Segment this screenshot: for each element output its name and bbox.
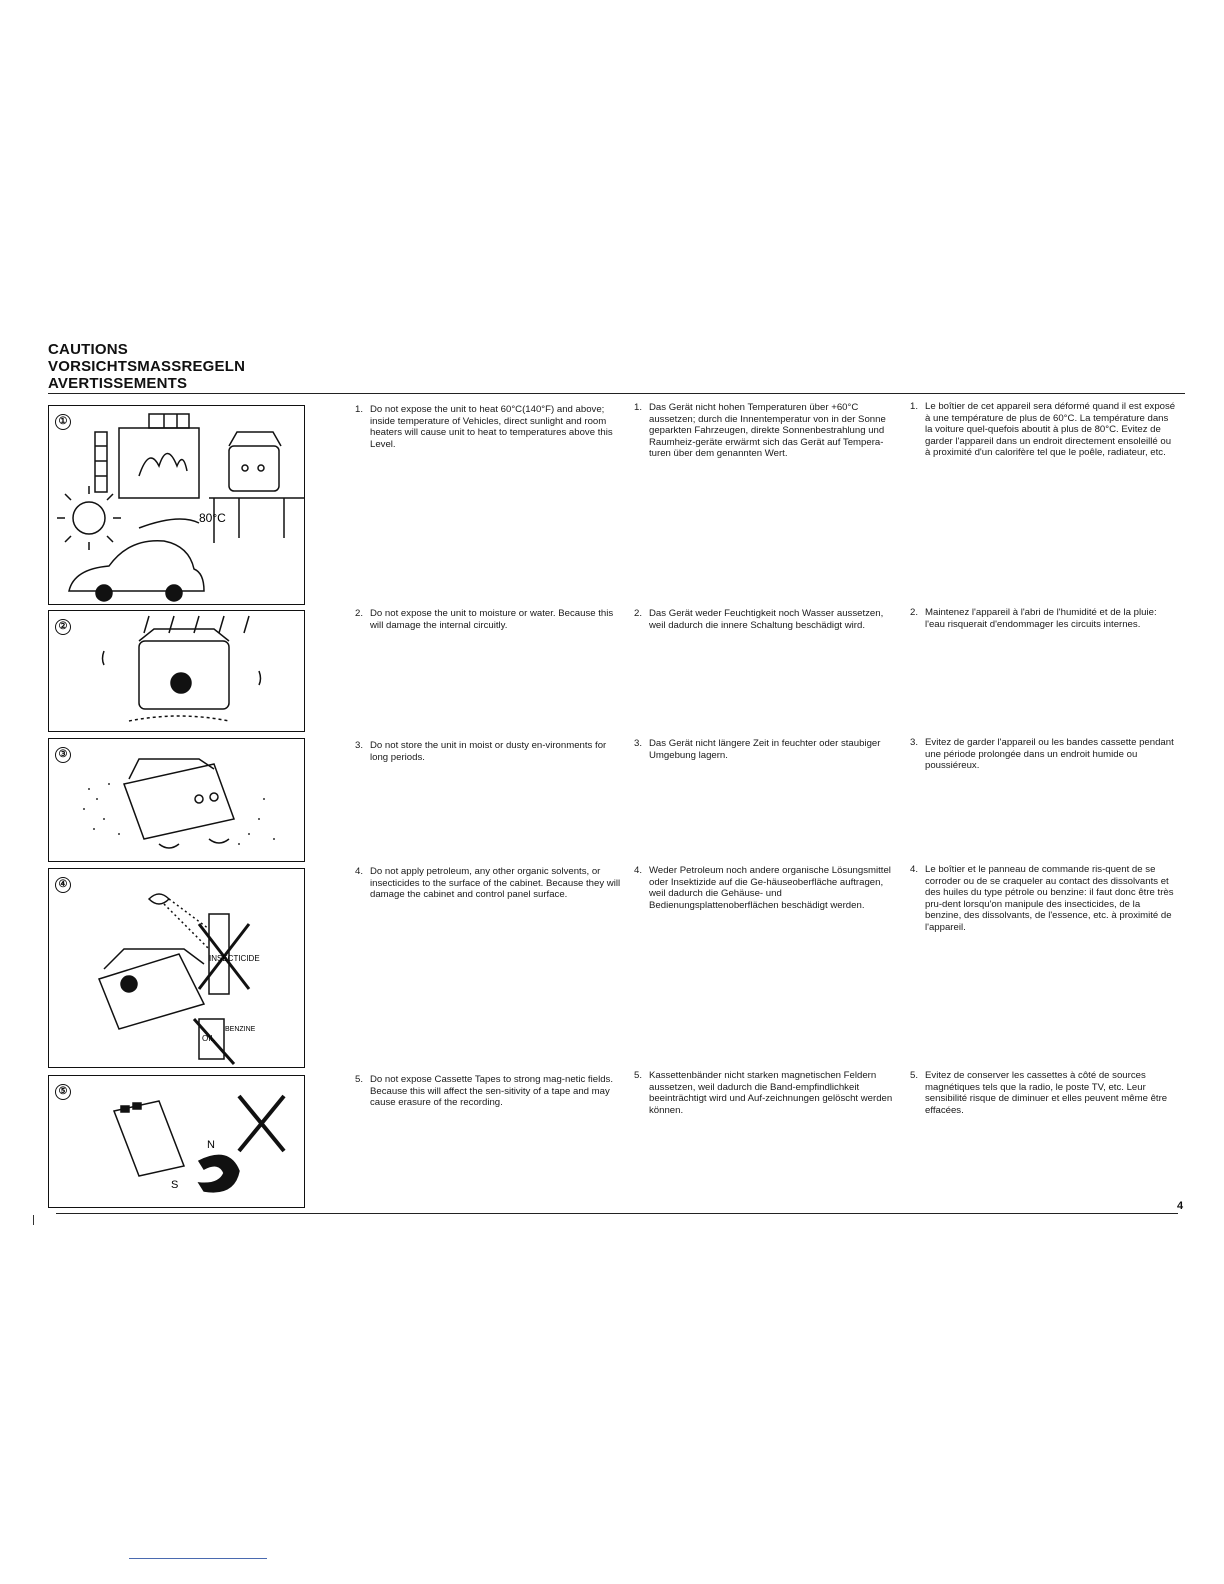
caution-text: Le boîtier et le panneau de commande ris-quent de se corroder ou de se craqueler au contact des dissolvants et des huiles du type pétrole ou benzine: il faut donc être très pru-dent lorsqu'on manipule des insecticides, de la benzine, des dissolvants, de l'essence, etc. à proximité de l'appareil. [925,864,1174,933]
magnetic-drawing [49,1076,304,1207]
caution-2-fr [910,607,1177,630]
caution-text: Do not expose Cassette Tapes to strong mag-netic fields. Because this will affect the sen-sitivity of a tape and may cause erasure of the recording. [370,1074,613,1109]
panel-number: ① [55,414,71,430]
item-number: 1. [355,404,364,415]
illustration-heat [48,405,305,605]
caution-3-fr [910,737,1177,772]
item-number: 2. [634,608,643,619]
bottom-rule [56,1213,1178,1214]
item-number: 3. [634,738,643,749]
margin-tick [33,1215,34,1225]
caution-1-fr [910,401,1177,459]
caution-text: Evitez de garder l'appareil ou les bandes cassette pendant une période prolongée dans un endroit humide ou poussiéreux. [925,737,1174,772]
benzine-label: BENZINE [225,1026,256,1033]
caution-text: Weder Petroleum noch andere organische Lösungsmittel oder Insektizide auf die Ge-häuseoberfläche auftragen, weil dadurch die Gehäuse- und Bedienungsplattenoberflächen beschädigt werden. [649,865,891,911]
panel-number: ⑤ [55,1084,71,1100]
panel-number: ② [55,619,71,635]
caution-text: Do not apply petroleum, any other organic solvents, or insecticides to the surface of the cabinet. Because they will damage the cabinet and control panel surface. [370,866,621,901]
caution-text: Do not expose the unit to heat 60°C(140°F) and above; inside temperature of Vehicles, direct sunlight and room heaters will cause unit to heat to temperatures above this Level. [370,404,613,450]
caution-5-de [634,1070,899,1116]
item-number: 4. [910,864,919,875]
caution-text: Das Gerät nicht längere Zeit in feuchter oder staubiger Umgebung lagern. [649,738,881,761]
heading-vorsichtsmassregeln: VORSICHTSMASSREGELN [48,358,246,375]
item-number: 5. [910,1070,919,1081]
caution-2-en [355,608,622,631]
illustration-dust [48,738,305,862]
heading-avertissements: AVERTISSEMENTS [48,375,188,392]
item-number: 2. [910,607,919,618]
caution-text: Kassettenbänder nicht starken magnetischen Feldern aussetzen, weil dadurch die Band-empfindlichkeit beeinträchtigt wird und Auf-zeichnungen gelöscht werden können. [649,1070,893,1116]
caution-5-en [355,1074,622,1109]
caution-4-en [355,866,622,901]
caution-text: Evitez de conserver les cassettes à côté de sources magnétiques tels que la radio, le poste TV, etc. Leur sensibilité risque de diminuer et elles peuvent même être effacées. [925,1070,1168,1116]
illustration-solvents [48,868,305,1068]
caution-text: Das Gerät weder Feuchtigkeit noch Wasser aussetzen, weil dadurch die innere Schaltung beschädigt wird. [649,608,884,631]
item-number: 5. [355,1074,364,1085]
item-number: 1. [634,402,643,413]
top-rule [48,393,1185,394]
insecticide-label: INSECTICIDE [209,954,260,963]
item-number: 3. [355,740,364,751]
item-number: 5. [634,1070,643,1081]
page-heading [48,341,245,392]
caution-4-de [634,865,899,911]
caution-3-de [634,738,899,761]
caution-text: Do not expose the unit to moisture or water. Because this will damage the internal circuitly. [370,608,614,631]
panel-number: ③ [55,747,71,763]
north-pole-label: N [207,1139,215,1151]
caution-text: Maintenez l'appareil à l'abri de l'humidité et de la pluie: l'eau risquerait d'endommager les circuits internes. [925,607,1157,630]
illustration-moisture [48,610,305,732]
caution-1-de [634,402,899,460]
caution-1-en [355,404,622,450]
south-pole-label: S [171,1179,179,1191]
dust-drawing [49,739,304,861]
item-number: 4. [634,865,643,876]
illustration-magnetic [48,1075,305,1208]
heat-drawing [49,406,304,604]
panel-number: ④ [55,877,71,893]
caution-2-de [634,608,899,631]
item-number: 1. [910,401,919,412]
caution-text: Do not store the unit in moist or dusty en-vironments for long periods. [370,740,607,763]
oil-label: OIL [202,1034,215,1043]
item-number: 4. [355,866,364,877]
caution-5-fr [910,1070,1177,1116]
caution-text: Das Gerät nicht hohen Temperaturen über +60°C aussetzen; durch die Innentemperatur von in der Sonne geparkten Fahrzeugen, direkte Sonnenbestrahlung und Raumheiz-geräte erwärmt sich das Gerät auf Tempera-turen über dem genannten Wert. [649,402,886,460]
moisture-drawing [49,611,304,731]
caution-text: Le boîtier de cet appareil sera déformé quand il est exposé à une température de plus de 60°C. La température dans la voiture quel-quefois aboutit à plus de 80°C. Evitez de garder l'appareil dans un endroit directement ensoleillé ou à proximité d'un calorifère tel que le poêle, radiateur, etc. [925,401,1176,459]
heading-cautions: CAUTIONS [48,341,128,358]
page-number: 4 [1177,1200,1184,1212]
solvents-drawing [49,869,304,1067]
caution-3-en [355,740,622,763]
item-number: 3. [910,737,919,748]
item-number: 2. [355,608,364,619]
temperature-label: 80°C [199,511,226,525]
footer-line [129,1558,267,1559]
caution-4-fr [910,864,1177,934]
